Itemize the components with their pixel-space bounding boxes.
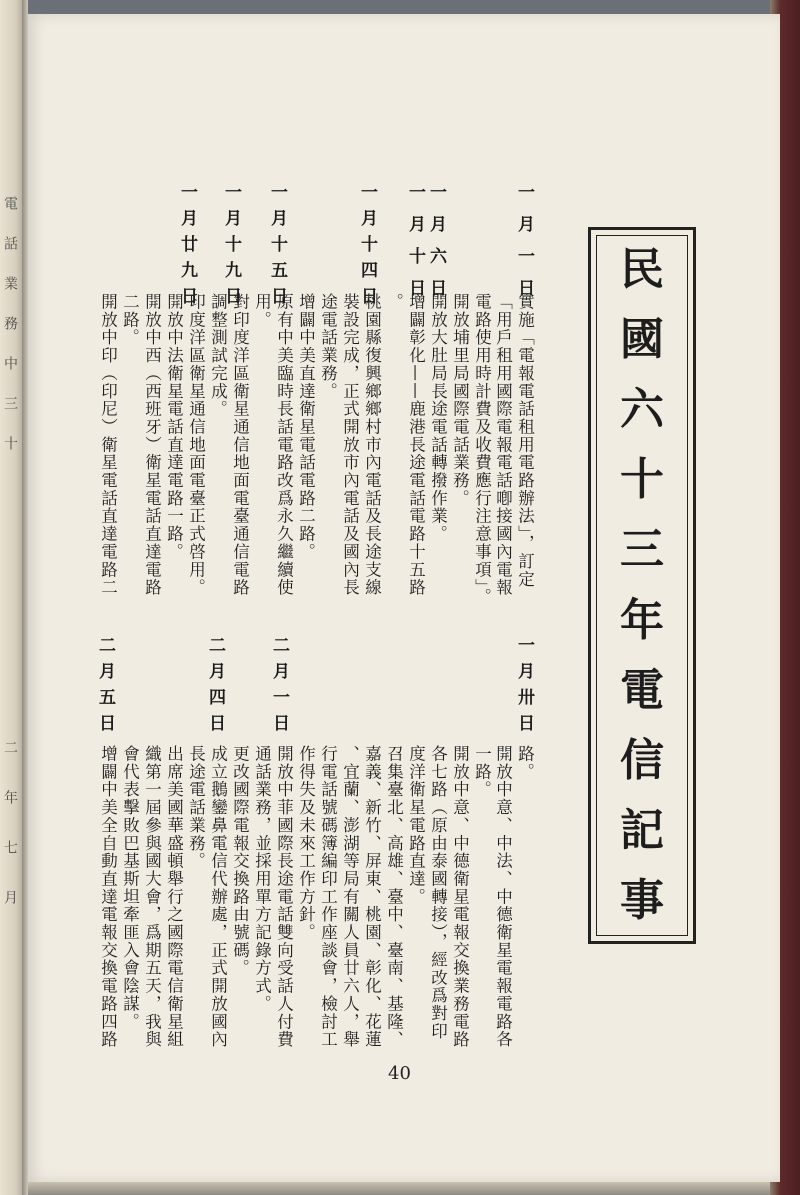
entry-text-column: 「用戶租用國際電報電話喞接國內電報 <box>493 293 513 597</box>
entry-text-column: 途電話業務。 <box>318 293 338 401</box>
entry-text-column: 一路。 <box>472 745 492 799</box>
entry-text-column: 開放埔里局國際電話業務。 <box>450 293 470 508</box>
entry-text-column: 開放中西（西班牙）衛星電話直達電路 <box>142 293 162 597</box>
entry-text-column: 對印度洋區衛星通信地面電臺通信電路 <box>230 293 250 597</box>
left-page-edge <box>0 0 22 1195</box>
title-char: 電 <box>620 664 664 716</box>
left-page-bleed-10: 七 <box>2 840 18 856</box>
left-page-bleed-6: 三 <box>2 396 18 412</box>
entry-text-column: 織第一屆參與國大會，爲期五天，我與 <box>142 745 162 1049</box>
entry-text-column: 原有中美臨時長話電路改爲永久繼續使 <box>274 293 294 597</box>
entry-text-column: 裝設完成，正式開放市內電話及國內長 <box>340 293 360 597</box>
entry-date: 一月一日 <box>514 183 534 311</box>
title-char: 事 <box>620 874 664 926</box>
left-page-bleed-3: 業 <box>2 276 18 292</box>
entry-date: 一月六日 <box>426 183 446 311</box>
entry-date: 一月十四日 <box>357 183 377 313</box>
entry-text-column: 會代表擊敗巴基斯坦牽匪入會陰謀。 <box>120 745 140 1031</box>
entry-text-column: 增闢中美全自動直達電報交換電路四路 <box>98 745 118 1049</box>
entry-text-column: 桃園縣復興鄉鄉村市內電話及長途支線 <box>362 293 382 597</box>
entry-date: 一月十五日 <box>267 183 287 313</box>
page-number: 40 <box>388 1063 411 1084</box>
entry-text-column: 調整測試完成。 <box>208 293 228 418</box>
page-bottom-edge <box>28 1182 770 1195</box>
entry-date: 一月廿九日 <box>177 183 197 313</box>
title-char: 記 <box>620 804 664 856</box>
entry-date: 一月十日 <box>405 183 425 311</box>
title-char: 六 <box>620 384 664 436</box>
entry-date: 二月四日 <box>205 636 225 740</box>
left-page-bleed-1: 電 <box>2 196 18 212</box>
chapter-title <box>591 244 693 926</box>
entry-text-column: 開放中法衛星電話直達電路一路。 <box>164 293 184 561</box>
chapter-title-box <box>588 227 696 944</box>
title-char: 民 <box>620 244 664 295</box>
title-char: 十 <box>620 454 664 506</box>
entry-text-column: 作得失及未來工作方針。 <box>296 745 316 942</box>
entry-text-column: 各七路（原由泰國轉接），經改爲對印 <box>428 745 448 1041</box>
left-page-bleed-7: 十 <box>2 436 18 452</box>
title-char: 年 <box>620 594 664 646</box>
left-page-bleed-11: 月 <box>2 890 18 906</box>
entry-text-column: 開放大肚局長途電話轉撥作業。 <box>428 293 448 543</box>
entry-text-column: 更改國際電報交換路由號碼。 <box>230 745 250 978</box>
title-char: 信 <box>620 734 664 786</box>
entry-text-column: 度洋衛星電路直達。 <box>406 745 426 906</box>
left-page-bleed-8: 二 <box>2 740 18 756</box>
entry-date: 二月一日 <box>269 636 289 740</box>
entry-text-column: 開放中意、中德衛星電報交換業務電路 <box>450 745 470 1049</box>
entry-date: 一月卅日 <box>514 636 534 740</box>
entry-date: 一月十九日 <box>221 183 241 313</box>
entry-text-column: 、宜蘭、澎湖等局有關人員廿六人，舉 <box>340 745 360 1049</box>
entry-text-column: 開放中意、中法、中德衛星電報電路各 <box>493 745 513 1049</box>
entry-text-column: 長途電話業務。 <box>186 745 206 870</box>
entry-text-column: 行電話號碼簿編印工作座談會，檢討工 <box>318 745 338 1049</box>
entry-text-column: 電路使用時計費及收費應行注意事項」。 <box>472 293 492 607</box>
left-page-bleed-4: 務 <box>2 316 18 332</box>
entry-text-column: 實施「電報電話租用電路辦法」，訂定 <box>515 293 535 589</box>
entry-text-column: 召集臺北、高雄、臺中、臺南、基隆、 <box>384 745 404 1049</box>
left-page-bleed-5: 中 <box>2 356 18 372</box>
entry-text-column: 成立鵝鑾鼻電信代辦處，正式開放國內 <box>208 745 228 1049</box>
entry-text-column: 路。 <box>515 745 535 781</box>
title-char: 國 <box>620 314 664 366</box>
entry-text-column: 出席美國華盛頓舉行之國際電信衛星組 <box>164 745 184 1049</box>
entry-text-column: 開放中菲國際長途電話雙向受話人付費 <box>274 745 294 1049</box>
entry-text-column: 嘉義、新竹、屏東、桃園、彰化、花蓮 <box>362 745 382 1049</box>
entry-text-column: 增闢中美直達衛星電話電路二路。 <box>296 293 316 561</box>
left-page-bleed-2: 話 <box>2 236 18 252</box>
entry-text-column: 用。 <box>252 293 272 329</box>
entry-text-column: 。 <box>384 293 404 311</box>
entry-text-column: 增闢彰化——鹿港長途電話電路十五路 <box>406 293 426 597</box>
entry-text-column: 二路。 <box>120 293 140 347</box>
entry-text-column: 印度洋區衛星通信地面電臺正式啓用。 <box>186 293 206 597</box>
title-char: 三 <box>620 524 664 576</box>
entry-text-column: 開放中印（印尼）衛星電話直達電路二 <box>98 293 118 597</box>
left-page-bleed-9: 年 <box>2 790 18 806</box>
entry-date: 二月五日 <box>95 636 115 740</box>
entry-text-column: 通話業務，並採用單方記錄方式。 <box>252 745 272 1013</box>
